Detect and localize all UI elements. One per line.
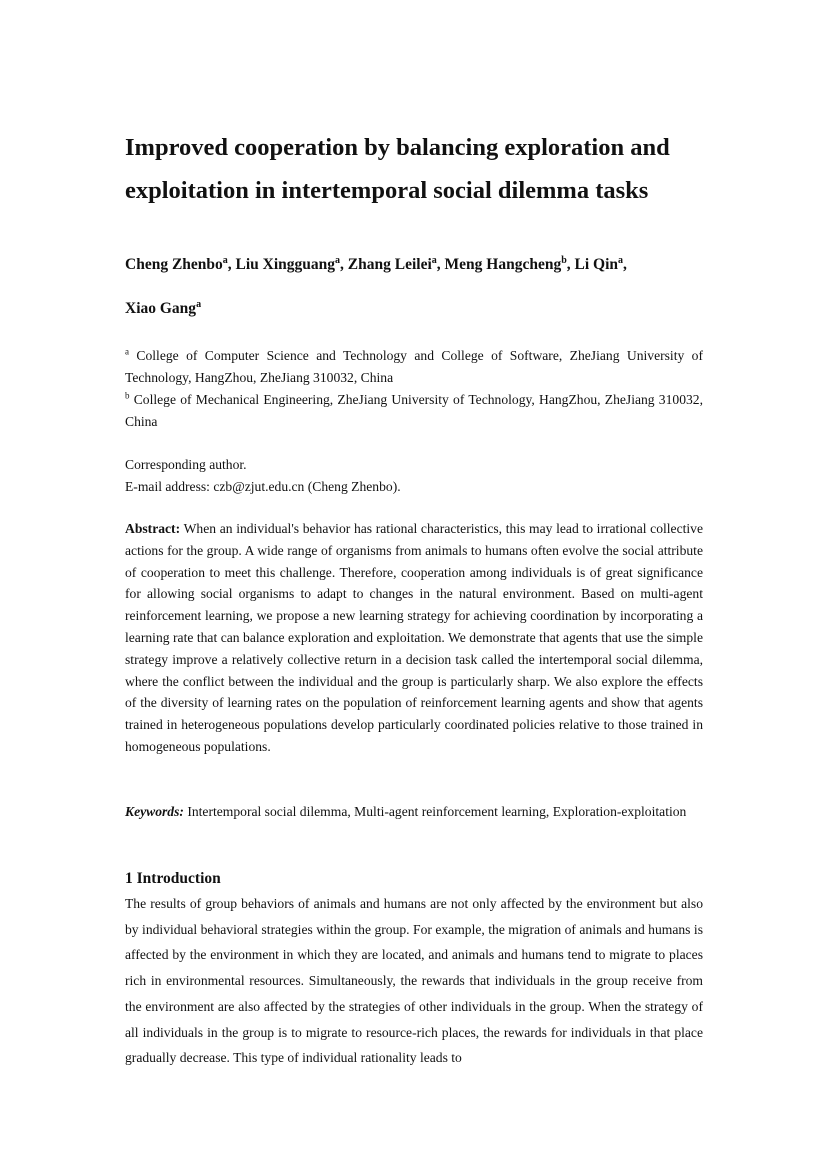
affiliation-mark: a	[222, 254, 228, 266]
abstract-text: When an individual's behavior has rational characteristics, this may lead to irrational collective actions for the group. A wide range of organisms from animals to humans often evolve the social attribute of cooperation to meet this challenge. Therefore, cooperation among individuals is of great significance for allowing social organisms to adapt to changes in the natural environment. Based on multi-agent reinforcement learning, we propose a new learning strategy for achieving coordination by incorporating a learning rate that can balance exploration and exploitation. We demonstrate that agents that use the simple strategy improve a relatively collective return in a decision task called the intertemporal social dilemma, where the conflict between the individual and the group is particularly sharp. We also explore the effects of the diversity of learning rates on the population of reinforcement learning agents and show that agents trained in heterogeneous populations develop particularly coordinated policies relative to those trained in homogeneous populations.	[125, 521, 704, 754]
keywords	[125, 801, 703, 823]
author-list	[125, 243, 715, 331]
corresponding-author	[125, 454, 703, 498]
corresponding-label: Corresponding author.	[125, 457, 247, 472]
affiliation-mark: a	[431, 254, 437, 266]
affiliation-mark: a	[618, 254, 624, 266]
abstract	[125, 518, 703, 758]
author: Cheng Zhenbo$^a$,	[125, 254, 236, 273]
corresponding-email: E-mail address: czb@zjut.edu.cn (Cheng Zhenbo).	[125, 479, 401, 494]
affiliation-a: $^a$ College of Computer Science and Technology and College of Software, ZheJiang University of Technology, HangZhou, ZheJiang 310032, China	[125, 346, 703, 385]
affiliation-mark: a	[125, 346, 129, 357]
section-heading: 1 Introduction	[125, 870, 221, 887]
affiliation-mark: a	[196, 298, 202, 310]
abstract-label: Abstract:	[125, 521, 181, 536]
author: Zhang Leilei$^a$,	[347, 254, 445, 273]
paper-title: Improved cooperation by balancing exploration and exploitation in intertemporal social dilemma tasks	[125, 134, 670, 204]
affiliation-mark: b	[561, 254, 567, 266]
keywords-text: Intertemporal social dilemma, Multi-agent reinforcement learning, Exploration-exploitation	[187, 804, 687, 819]
affiliation-mark: b	[125, 390, 130, 401]
affiliation-mark: a	[335, 254, 341, 266]
affiliation-b: $^b$ College of Mechanical Engineering, ZheJiang University of Technology, HangZhou, ZheJiang 310032, China	[125, 390, 703, 429]
author: Li Qin$^a$,	[574, 254, 627, 273]
author: Liu Xingguang$^a$,	[235, 254, 348, 273]
keywords-label: Keywords:	[125, 804, 184, 819]
author: Xiao Gang$^a$	[125, 298, 202, 317]
section-body: The results of group behaviors of animals and humans are not only affected by the environment but also by individual behavioral strategies within the group. For example, the migration of animals and humans is affected by the environment in which they are located, and animals and humans tend to migrate to places rich in environmental resources. Simultaneously, the rewards that individuals in the group receive from the environment are also affected by the strategies of other individuals in the group. When the strategy of all individuals in the group is to migrate to resource-rich places, the rewards for individuals in that place gradually decrease. This type of individual rationality leads to	[125, 896, 703, 1066]
author: Meng Hangcheng$^b$,	[444, 254, 575, 273]
